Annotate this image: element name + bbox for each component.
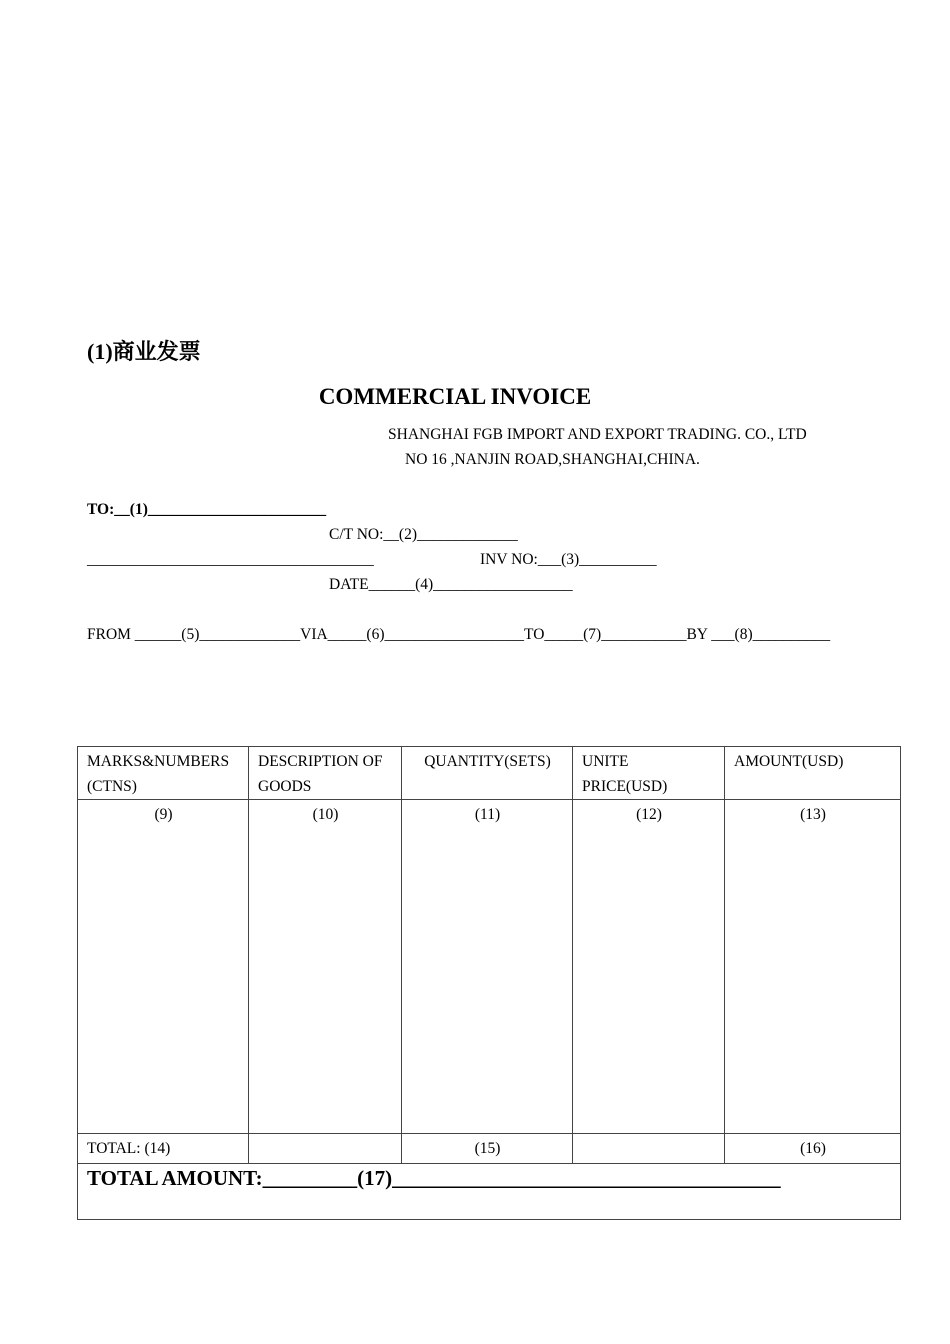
date-field: DATE______(4)__________________ bbox=[329, 576, 573, 593]
header-unit-price-line2: PRICE(USD) bbox=[582, 778, 668, 795]
table-row bbox=[78, 800, 901, 1134]
total-amount-row bbox=[78, 1164, 901, 1220]
company-name: SHANGHAI FGB IMPORT AND EXPORT TRADING. CO., LTD bbox=[388, 426, 807, 443]
header-marks-line1: MARKS&NUMBERS bbox=[87, 753, 230, 770]
total-description-cell bbox=[249, 1134, 402, 1164]
header-description-line1: DESCRIPTION OF bbox=[258, 753, 383, 770]
header-quantity-line1: QUANTITY(SETS) bbox=[424, 753, 551, 770]
header-quantity bbox=[402, 747, 573, 800]
inv-no-field: INV NO:___(3)__________ bbox=[480, 551, 657, 568]
ct-no-field: C/T NO:__(2)_____________ bbox=[329, 526, 518, 543]
header-marks bbox=[78, 747, 249, 800]
header-unit-price-line1: UNITE bbox=[582, 753, 629, 770]
marks-cell: (9) bbox=[78, 800, 249, 1134]
to-field: TO:__(1)_______________________ bbox=[87, 501, 327, 518]
total-amount-cell: (16) bbox=[725, 1134, 901, 1164]
table-header-row bbox=[78, 747, 901, 800]
total-amount-line: TOTAL AMOUNT:_________(17)_____________________________________ bbox=[78, 1164, 901, 1220]
total-label: TOTAL: (14) bbox=[78, 1134, 249, 1164]
header-amount-line1: AMOUNT(USD) bbox=[734, 753, 844, 770]
header-description-line2: GOODS bbox=[258, 778, 312, 795]
unit-price-cell: (12) bbox=[573, 800, 725, 1134]
total-quantity: (15) bbox=[402, 1134, 573, 1164]
amount-cell: (13) bbox=[725, 800, 901, 1134]
header-marks-line2: (CTNS) bbox=[87, 778, 137, 795]
header-amount bbox=[725, 747, 901, 800]
header-unit-price bbox=[573, 747, 725, 800]
route-line: FROM ______(5)_____________VIA_____(6)__________________TO_____(7)___________BY ___(8)__________ bbox=[87, 626, 831, 643]
total-unit-price-cell bbox=[573, 1134, 725, 1164]
header-description bbox=[249, 747, 402, 800]
quantity-cell: (11) bbox=[402, 800, 573, 1134]
invoice-table bbox=[77, 746, 901, 1220]
blank-address-line: _____________________________________ bbox=[87, 551, 374, 568]
description-cell: (10) bbox=[249, 800, 402, 1134]
company-address: NO 16 ,NANJIN ROAD,SHANGHAI,CHINA. bbox=[405, 451, 700, 468]
section-title: (1)商业发票 bbox=[87, 339, 201, 364]
total-row bbox=[78, 1134, 901, 1164]
document-title: COMMERCIAL INVOICE bbox=[318, 384, 592, 409]
